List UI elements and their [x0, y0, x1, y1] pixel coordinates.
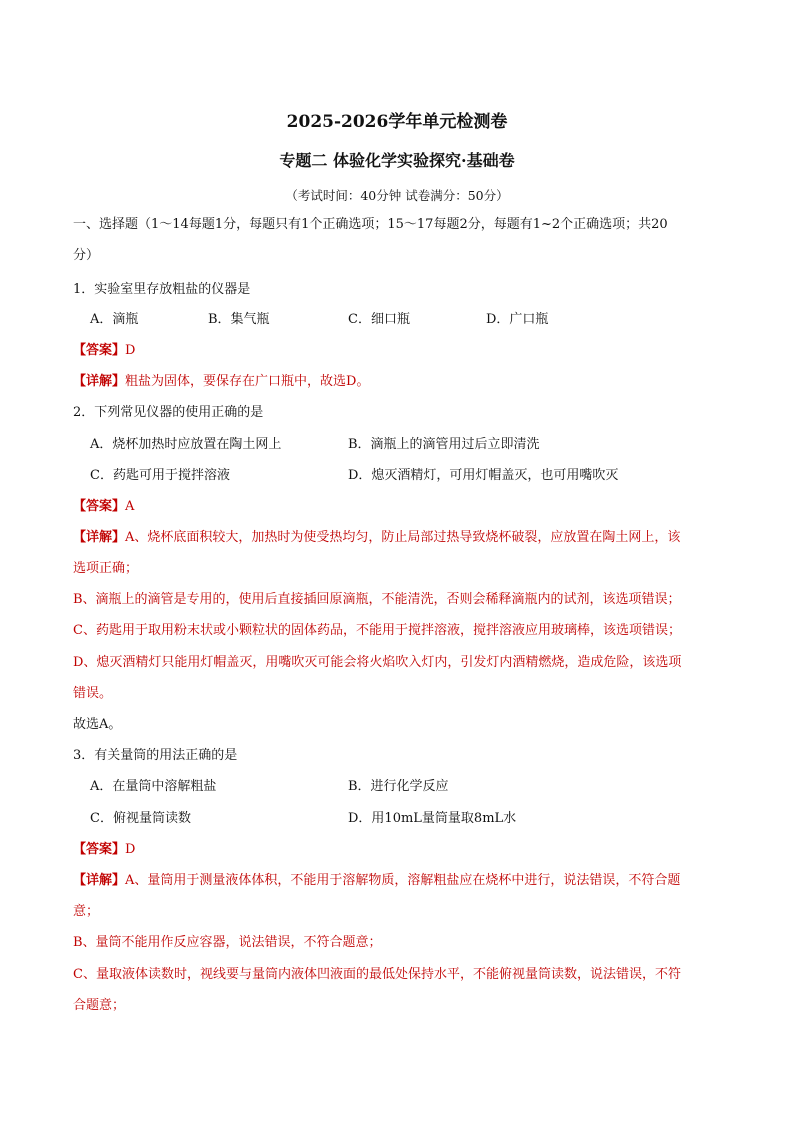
- question-2-detail-line: 错误。: [73, 686, 113, 701]
- question-3-stem: 3．有关量筒的用法正确的是: [73, 748, 238, 763]
- detail-text: A、量筒用于测量液体体积，不能用于溶解物质，溶解粗盐应在烧杯中进行，说法错误，不符合题: [125, 873, 681, 888]
- answer-value: A: [125, 499, 135, 514]
- page-title: 2025-2026学年单元检测卷: [286, 112, 508, 132]
- question-3-option-c: C．俯视量筒读数: [90, 811, 191, 826]
- question-2-detail-line: 选项正确；: [73, 561, 139, 576]
- detail-label: 【详解】: [73, 374, 126, 389]
- answer-label: 【答案】: [73, 499, 126, 514]
- page-subtitle: 专题二 体验化学实验探究·基础卷: [279, 151, 515, 170]
- question-1-stem: 1．实验室里存放粗盐的仪器是: [73, 282, 251, 297]
- section-heading: 一、选择题（1～14每题1分，每题只有1个正确选项；15～17每题2分，每题有1~2个正确选项；共20: [73, 217, 668, 232]
- question-3-detail-line: 意；: [73, 904, 100, 919]
- question-2-conclusion: 故选A。: [73, 717, 122, 732]
- answer-value: D: [125, 842, 136, 857]
- question-3-detail-line: B、量筒不能用作反应容器，说法错误，不符合题意；: [73, 935, 382, 950]
- question-2-answer: [73, 497, 724, 517]
- question-2-detail-line: C、药匙用于取用粉末状或小颗粒状的固体药品，不能用于搅拌溶液，搅拌溶液应用玻璃棒，该选项错误；: [73, 623, 681, 638]
- question-2-stem: 2．下列常见仪器的使用正确的是: [73, 405, 264, 420]
- question-3-answer: [73, 840, 724, 860]
- question-3-option-b: B．进行化学反应: [348, 779, 449, 794]
- detail-label: 【详解】: [73, 530, 126, 545]
- question-2-option-c: C．药匙可用于搅拌溶液: [90, 468, 230, 483]
- question-1-option-b: B．集气瓶: [208, 312, 270, 327]
- question-3-detail-line: C、量取液体读数时，视线要与量筒内液体凹液面的最低处保持水平，不能俯视量筒读数，说法错误，不符: [73, 967, 681, 982]
- question-3-detail-line: 合题意；: [73, 998, 126, 1013]
- question-2-detail: [73, 528, 724, 548]
- question-1-option-c: C．细口瓶: [348, 312, 410, 327]
- question-1-option-a: A．滴瓶: [90, 312, 139, 327]
- exam-info: （考试时间：40分钟 试卷满分：50分）: [285, 188, 509, 203]
- question-2-option-d: D．熄灭酒精灯，可用灯帽盖灭，也可用嘴吹灭: [348, 468, 619, 483]
- question-2-option-b: B．滴瓶上的滴管用过后立即清洗: [348, 437, 540, 452]
- answer-value: D: [125, 343, 136, 358]
- answer-label: 【答案】: [73, 343, 126, 358]
- question-2-detail-line: D、熄灭酒精灯只能用灯帽盖灭，用嘴吹灭可能会将火焰吹入灯内，引发灯内酒精燃烧，造成危险，该选项: [73, 655, 682, 670]
- question-1-answer: [73, 341, 724, 361]
- question-2-option-a: A．烧杯加热时应放置在陶土网上: [90, 437, 282, 452]
- question-3-option-a: A．在量筒中溶解粗盐: [90, 779, 217, 794]
- section-heading-cont: 分）: [73, 248, 100, 263]
- detail-text: A、烧杯底面积较大，加热时为使受热均匀，防止局部过热导致烧杯破裂，应放置在陶土网上，该: [125, 530, 681, 545]
- question-1-option-d: D．广口瓶: [486, 312, 549, 327]
- question-1-detail: [73, 372, 724, 392]
- detail-text: 粗盐为固体，要保存在广口瓶中，故选D。: [125, 374, 370, 389]
- answer-label: 【答案】: [73, 842, 126, 857]
- question-2-detail-line: B、滴瓶上的滴管是专用的，使用后直接插回原滴瓶，不能清洗，否则会稀释滴瓶内的试剂，该选项错误；: [73, 592, 681, 607]
- question-3-option-d: D．用10mL量筒量取8mL水: [348, 811, 517, 826]
- question-3-detail: [73, 871, 724, 891]
- detail-label: 【详解】: [73, 873, 126, 888]
